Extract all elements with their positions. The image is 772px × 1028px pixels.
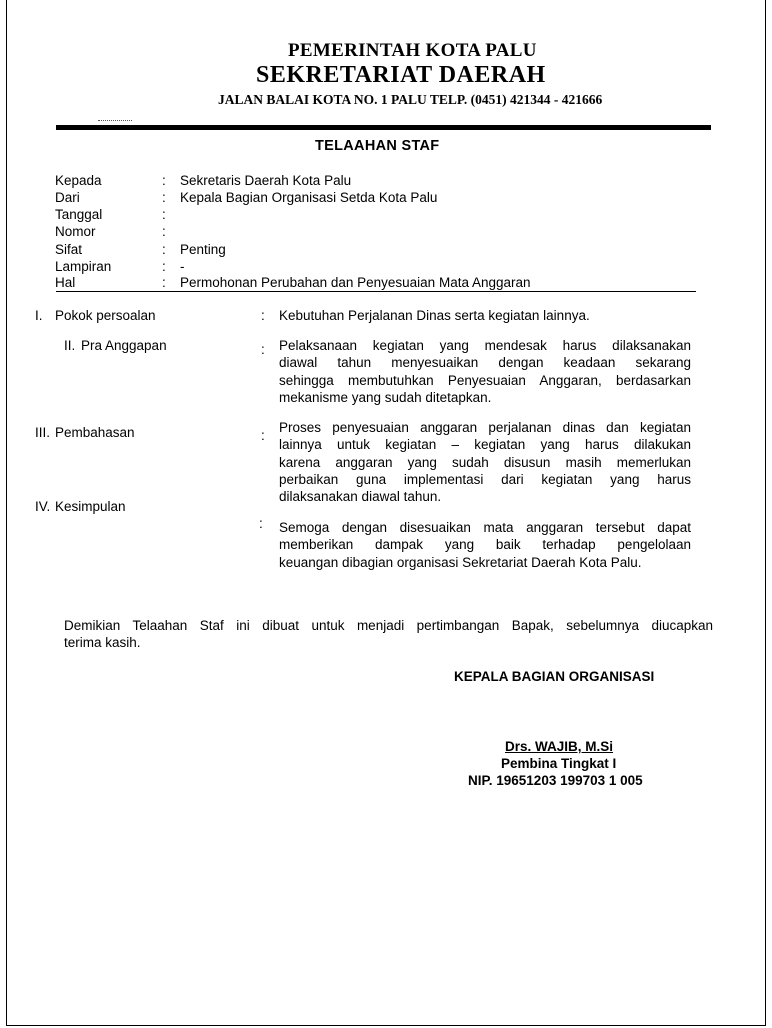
meta-value-kepada: Sekretaris Daerah Kota Palu: [180, 173, 352, 188]
text-line: karena anggaran yang sudah disusun masih memerlukan: [279, 454, 691, 470]
letterhead-rule: [56, 125, 711, 130]
text-line: Semoga dengan disesuaikan mata anggaran tersebut dapat: [279, 520, 691, 535]
meta-label-tanggal: Tanggal: [55, 207, 103, 222]
meta-label-nomor: Nomor: [55, 224, 96, 239]
meta-value-sifat: Penting: [180, 242, 226, 257]
letterhead-line2: SEKRETARIAT DAERAH: [256, 62, 546, 88]
text-line: Pelaksanaan kegiatan yang mendesak harus dilaksanakan: [279, 338, 691, 353]
text-line: memberikan dampak yang baik terhadap pengelolaan: [279, 537, 691, 553]
signature-rank: Pembina Tingkat I: [501, 756, 617, 771]
signature-nip: NIP. 19651203 199703 1 005: [468, 773, 643, 788]
meta-value-lampiran: -: [180, 259, 185, 274]
section-number: I.: [35, 308, 43, 323]
meta-colon: :: [162, 207, 166, 222]
section-text-pra-anggapan: [279, 337, 691, 406]
section-colon: :: [259, 516, 263, 531]
section-title-pembahasan: Pembahasan: [55, 425, 135, 440]
section-number: IV.: [35, 499, 51, 514]
text-line: mekanisme yang sudah ditetapkan.: [279, 389, 492, 405]
document-title: TELAAHAN STAF: [315, 138, 440, 154]
meta-label-sifat: Sifat: [55, 242, 83, 257]
text-line: diawal tahun menyesuaikan dengan keadaan sekarang: [279, 355, 691, 371]
rule-mark: [98, 120, 132, 124]
closing-paragraph: [64, 617, 713, 652]
meta-label-hal: Hal: [55, 275, 76, 290]
text-line: Proses penyesuaian anggaran perjalanan dinas dan kegiatan: [279, 420, 691, 435]
signature-position: KEPALA BAGIAN ORGANISASI: [454, 669, 655, 684]
meta-value-hal: Permohonan Perubahan dan Penyesuaian Mata Anggaran: [180, 275, 531, 290]
meta-label-lampiran: Lampiran: [55, 259, 112, 274]
text-line: keuangan dibagian organisasi Sekretariat Daerah Kota Palu.: [279, 554, 642, 570]
meta-colon: :: [162, 224, 166, 239]
meta-divider: [56, 291, 696, 292]
section-number: II.: [64, 338, 76, 353]
meta-colon: :: [162, 259, 166, 274]
section-title-pokok: Pokok persoalan: [55, 308, 156, 323]
text-line: sehingga membutuhkan Penyesuaian Anggaran, berdasarkan: [279, 372, 691, 388]
section-title-kesimpulan: Kesimpulan: [55, 499, 126, 514]
letterhead-line1: PEMERINTAH KOTA PALU: [288, 40, 537, 61]
meta-colon: :: [162, 173, 166, 188]
meta-label-dari: Dari: [55, 190, 80, 205]
section-text-kesimpulan: [279, 519, 691, 571]
section-colon: :: [261, 308, 265, 323]
signature-name: Drs. WAJIB, M.Si: [505, 739, 614, 754]
text-line: lainnya untuk kegiatan – kegiatan yang harus dilakukan: [279, 437, 691, 453]
section-colon: :: [261, 428, 265, 443]
text-line: terima kasih.: [64, 635, 141, 651]
meta-colon: :: [162, 242, 166, 257]
meta-label-kepada: Kepada: [55, 173, 102, 188]
section-text-pokok: [279, 307, 691, 324]
text-line: Kebutuhan Perjalanan Dinas serta kegiatan lainnya.: [279, 308, 590, 323]
section-title-pra-anggapan: Pra Anggapan: [81, 338, 167, 353]
meta-colon: :: [162, 190, 166, 205]
meta-value-dari: Kepala Bagian Organisasi Setda Kota Palu: [180, 190, 438, 205]
section-text-pembahasan: [279, 419, 691, 505]
text-line: dilaksanakan diawal tahun.: [279, 489, 442, 505]
letterhead-address: JALAN BALAI KOTA NO. 1 PALU TELP. (0451) 421344 - 421666: [218, 92, 603, 107]
meta-colon: :: [162, 275, 166, 290]
section-colon: :: [261, 342, 265, 357]
text-line: Demikian Telaahan Staf ini dibuat untuk menjadi pertimbangan Bapak, sebelumnya diucapkan: [64, 618, 713, 633]
text-line: perbaikan guna implementasi dari kegiatan yang harus: [279, 471, 691, 487]
section-number: III.: [35, 425, 51, 440]
